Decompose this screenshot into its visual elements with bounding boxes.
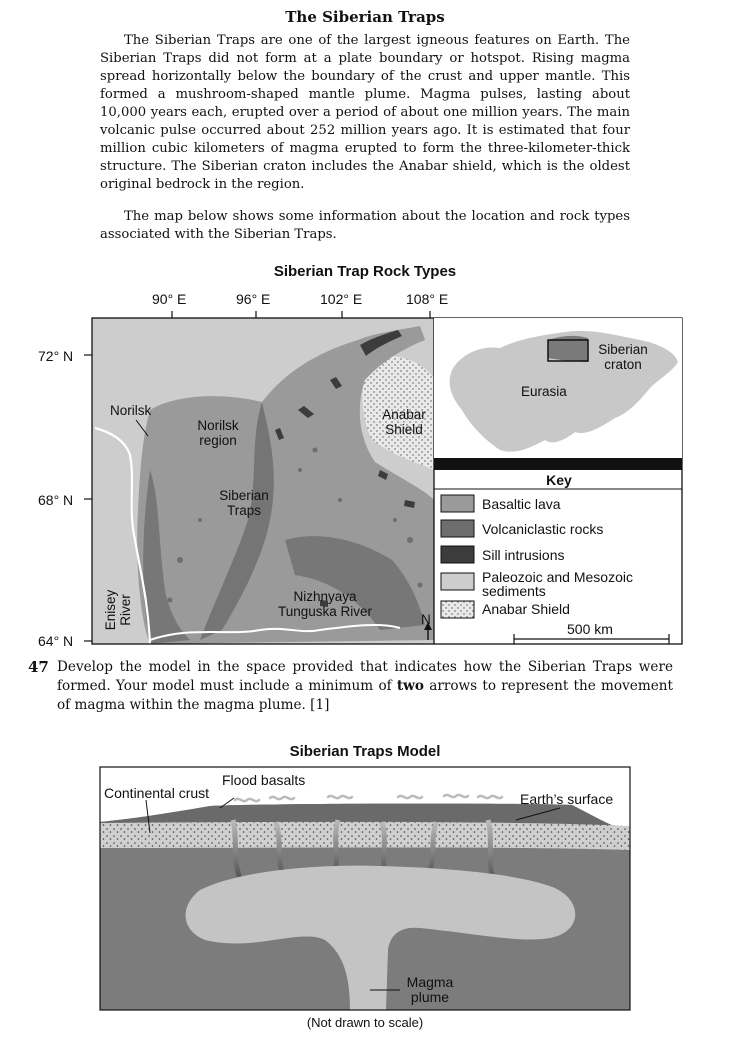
map-label-anabar-line2: Shield [385,422,423,437]
question-number: 47 [28,658,49,676]
inset-label-craton [590,342,656,372]
map-label-norilsk-region-line1: Norilsk [197,418,239,433]
latitude-label: 72° N [38,348,74,364]
map-label-tunguska-line1: Nizhnyaya [293,589,357,604]
model-label-continental-crust: Continental crust [104,785,210,801]
map-label-anabar-shield [376,407,432,437]
key-label-sediments [482,570,633,598]
model-title: Siberian Traps Model [289,743,441,760]
map-label-tunguska-river [270,589,380,619]
scale-label: 500 km [567,621,613,637]
map-label-norilsk-region-line2: region [199,433,237,448]
longitude-label: 108° E [406,291,449,307]
inset-label-craton-line1: Siberian [598,342,648,357]
question-text-part-b: arrows to represent the movement of magma within the magma plume. [1] [57,678,673,713]
question-text [57,658,673,715]
latitude-label: 64° N [38,633,74,649]
model-label-magma-plume [402,975,458,1005]
key-label-basaltic: Basaltic lava [482,496,561,512]
key-swatch-sediments [441,573,474,590]
longitude-label: 102° E [320,291,363,307]
scale-note: (Not drawn to scale) [306,1015,424,1030]
key-swatch-volcaniclastic [441,520,474,537]
key-label-sediments-line1: Paleozoic and Mesozoic [482,569,633,585]
north-arrow-label: N [421,612,431,627]
key-label-sill: Sill intrusions [482,547,565,563]
key-label-anabar: Anabar Shield [482,601,570,617]
map-label-enisey-line2: River [118,594,133,626]
question-text-bold: two [396,678,424,694]
key-title: Key [546,472,572,488]
map-label-tunguska-line2: Tunguska River [277,604,373,619]
map-title: Siberian Trap Rock Types [273,263,457,280]
key-label-volcaniclastic: Volcaniclastic rocks [482,521,604,537]
model-label-flood-basalts: Flood basalts [222,772,306,788]
map-label-enisey-line1: Enisey [103,589,118,631]
question-text-part-a: Develop the model in the space provided that indicates how the Siberian Traps were formed. Your model must include a minimum of [57,659,673,694]
model-label-magma-line2: plume [410,989,450,1005]
inset-label-craton-line2: craton [604,357,642,372]
inset-label-eurasia: Eurasia [521,384,567,399]
map-label-siberian-traps-line1: Siberian [219,488,269,503]
map-label-siberian-traps [214,488,274,518]
key-swatch-basaltic [441,495,474,512]
continental-crust-band [100,822,630,850]
longitude-label: 96° E [236,291,271,307]
passage-paragraph-1: The Siberian Traps are one of the largest igneous features on Earth. The Siberian Traps did not form at a plate boundary or hotspot. Rising magma spread horizontally below the boundary of the crust and upper mantle. This formed a mushroom-shaped mantle plume. Magma pulses, lasting about 10,000 years each, erupted over a period of about one million years. The main volcanic pulse occurred about 252 million years ago. It is estimated that four million cubic kilometers of magma erupted to form the three-kilometer-thick structure. The Siberian craton includes the Anabar shield, which is the oldest original bedrock in the region. [100,33,630,192]
map-label-norilsk: Norilsk [110,403,152,418]
model-label-earths-surface: Earth’s surface [520,791,614,807]
model-label-magma-line1: Magma [406,974,454,990]
map-label-enisey-river [103,585,133,635]
key-swatch-sill [441,546,474,563]
passage-paragraph-2: The map below shows some information about the location and rock types associated with the Siberian Traps. [100,209,630,242]
map-label-anabar-line1: Anabar [382,407,426,422]
map-label-siberian-traps-line2: Traps [226,503,261,518]
longitude-label: 90° E [152,291,187,307]
key-label-sediments-line2: sediments [482,583,546,599]
passage-title: The Siberian Traps [285,8,445,26]
latitude-label: 68° N [38,492,74,508]
map-label-norilsk-region [192,418,244,448]
key-swatch-anabar [441,601,474,618]
